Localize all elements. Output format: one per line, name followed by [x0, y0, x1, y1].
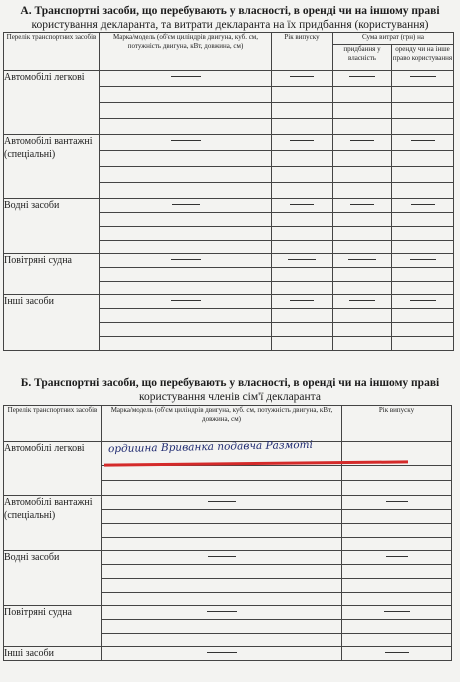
brand-cell: [102, 551, 342, 565]
rent-cell: [392, 199, 454, 213]
brand-cell: [100, 71, 272, 87]
buy-cell: [333, 135, 392, 151]
category-aircraft: Повітряні судна: [4, 254, 100, 295]
brand-cell: [102, 606, 342, 620]
rent-cell: [392, 71, 454, 87]
section-b-title-line2: користування членів сім'ї декларанта: [139, 391, 321, 403]
year-cell: [272, 199, 333, 213]
year-cell: [272, 135, 333, 151]
header-year: Рік випуску: [342, 406, 452, 442]
year-cell: [342, 496, 452, 510]
brand-cell: [100, 295, 272, 309]
category-cars: Автомобілі легкові: [4, 71, 100, 135]
category-other: Інші засоби: [4, 295, 100, 351]
category-water: Водні засоби: [4, 199, 100, 254]
category-water: Водні засоби: [4, 551, 102, 606]
header-expense: Сума витрат (грн) на: [333, 33, 454, 45]
rent-cell: [392, 254, 454, 268]
section-a-title-line1: А. Транспортні засоби, що перебувають у власності, в оренді чи на іншому праві: [20, 5, 440, 17]
category-cars: Автомобілі легкові: [4, 442, 102, 496]
year-cell: [342, 647, 452, 661]
brand-cell: [102, 647, 342, 661]
header-buy: придбання у власність: [333, 45, 392, 71]
rent-cell: [392, 295, 454, 309]
section-b-title: [0, 376, 460, 404]
year-cell: [342, 606, 452, 620]
year-cell: [272, 71, 333, 87]
header-rent: оренду чи на інше право користування: [392, 45, 454, 71]
brand-cell: [100, 199, 272, 213]
section-a-title: [0, 4, 460, 32]
buy-cell: [333, 71, 392, 87]
buy-cell: [333, 199, 392, 213]
header-year: Рік випуску: [272, 33, 333, 71]
year-cell: [342, 551, 452, 565]
header-brand: Марка/модель (об'єм циліндрів двигуна, куб. см, потужність двигуна, кВт, довжина, см): [102, 406, 342, 442]
category-trucks: Автомобілі вантажні (спеціальні): [4, 496, 102, 551]
header-list: Перелік транспортних засобів: [4, 33, 100, 71]
rent-cell: [392, 135, 454, 151]
header-brand: Марка/модель (об'єм циліндрів двигуна, куб. см, потужність двигуна, кВт, довжина, см): [100, 33, 272, 71]
header-list: Перелік транспортних засобів: [4, 406, 102, 442]
category-trucks: Автомобілі вантажні (спеціальні): [4, 135, 100, 199]
section-b-title-line1: Б. Транспортні засоби, що перебувають у власності, в оренді чи на іншому праві: [20, 377, 440, 389]
year-cell: [272, 295, 333, 309]
year-cell: [272, 254, 333, 268]
buy-cell: [333, 295, 392, 309]
section-a-table: [3, 32, 454, 351]
brand-cell: [100, 254, 272, 268]
category-other: Інші засоби: [4, 647, 102, 661]
brand-cell: [100, 135, 272, 151]
brand-cell: [102, 496, 342, 510]
handwritten-note: ордишна Вриванка подавча Размоті: [107, 438, 314, 456]
buy-cell: [333, 254, 392, 268]
category-aircraft: Повітряні судна: [4, 606, 102, 647]
section-a-title-line2: користування декларанта, та витрати декларанта на їх придбання (користування): [31, 19, 429, 31]
